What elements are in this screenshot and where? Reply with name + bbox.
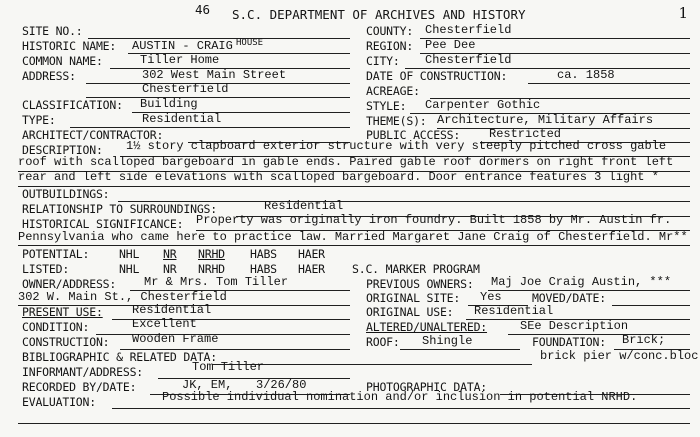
original-site-value: Yes bbox=[480, 290, 502, 304]
potential-habs: HABS bbox=[250, 247, 277, 261]
significance-rule-2 bbox=[18, 245, 690, 246]
historic-name-label: HISTORIC NAME: bbox=[22, 39, 117, 53]
informant-label: INFORMANT/ADDRESS: bbox=[22, 365, 144, 379]
historic-name-value: AUSTIN - CRAIG bbox=[132, 39, 233, 53]
evaluation-label: EVALUATION: bbox=[22, 395, 96, 409]
owner-address-label: OWNER/ADDRESS: bbox=[22, 277, 117, 291]
county-label: COUNTY: bbox=[366, 24, 414, 38]
classification-label: CLASSIFICATION: bbox=[22, 98, 123, 112]
region-label: REGION: bbox=[366, 39, 414, 53]
county-value: Chesterfield bbox=[425, 23, 512, 37]
description-label: DESCRIPTION: bbox=[22, 143, 103, 157]
potential-nr: NR bbox=[163, 247, 177, 261]
roof-line bbox=[400, 349, 520, 350]
listed-nhl: NHL bbox=[119, 262, 140, 276]
condition-label: CONDITION: bbox=[22, 320, 90, 334]
city-value: Chesterfield bbox=[425, 53, 512, 67]
description-line3: rear and left side elevations with scalloped bargeboard. Door entrance features 3 light * bbox=[18, 170, 659, 184]
type-label: TYPE: bbox=[22, 113, 56, 127]
relationship-label: RELATIONSHIP TO SURROUNDINGS: bbox=[22, 202, 217, 216]
altered-unaltered-value: SEe Description bbox=[520, 319, 629, 333]
potential-nrhd: NRHD bbox=[198, 247, 225, 261]
date-of-construction-line bbox=[528, 83, 690, 84]
style-value: Carpenter Gothic bbox=[425, 98, 541, 112]
roof-value: Shingle bbox=[422, 334, 473, 348]
address-label: ADDRESS: bbox=[22, 69, 76, 83]
listed-habs: HABS bbox=[250, 262, 277, 276]
informant-value: Tom Tiller bbox=[192, 360, 265, 374]
site-no-label: SITE NO.: bbox=[22, 24, 83, 38]
historic-name-suffix: HOUSE bbox=[236, 38, 264, 48]
recorded-date-value: 3/26/80 bbox=[256, 378, 307, 392]
foundation-label: FOUNDATION: bbox=[532, 335, 606, 349]
listed-haer: HAER bbox=[298, 262, 325, 276]
date-of-construction-value: ca. 1858 bbox=[557, 68, 615, 82]
public-access-value: Restricted bbox=[489, 127, 562, 141]
foundation-line1-value: Brick; bbox=[622, 333, 666, 347]
original-use-label: ORIGINAL USE: bbox=[366, 305, 454, 319]
significance-line2: Pennsylvania who came here to practice law. Married Margaret Jane Craig of Chesterfield. Mr** bbox=[18, 230, 688, 244]
themes-line bbox=[437, 128, 690, 129]
original-site-label: ORIGINAL SITE: bbox=[366, 291, 461, 305]
owner-line1-value: Mr & Mrs. Tom Tiller bbox=[144, 275, 289, 289]
region-value: Pee Dee bbox=[425, 38, 476, 52]
historical-significance-label: HISTORICAL SIGNIFICANCE: bbox=[22, 217, 184, 231]
recorded-by-value: JK, EM, bbox=[182, 378, 233, 392]
listed-nrhd: NRHD bbox=[198, 262, 225, 276]
acreage-label: ACREAGE: bbox=[366, 84, 420, 98]
classification-value: Building bbox=[140, 97, 198, 111]
type-value: Residential bbox=[142, 112, 222, 126]
moved-date-label: MOVED/DATE: bbox=[532, 291, 606, 305]
bibliographic-label: BIBLIOGRAPHIC & RELATED DATA: bbox=[22, 350, 217, 364]
evaluation-line bbox=[112, 408, 690, 409]
original-use-value: Residential bbox=[474, 304, 554, 318]
construction-value: Wooden Frame bbox=[132, 332, 219, 346]
present-use-value: Residential bbox=[132, 303, 212, 317]
themes-value: Architecture, Military Affairs bbox=[437, 113, 654, 127]
owner-line2-value: 302 W. Main St., Chesterfield bbox=[18, 290, 227, 304]
outbuildings-label: OUTBUILDINGS: bbox=[22, 187, 110, 201]
description-rule-3 bbox=[18, 186, 690, 187]
marker-program-label: S.C. MARKER PROGRAM bbox=[352, 262, 480, 276]
listed-label: LISTED: bbox=[22, 262, 70, 276]
description-line1: 1½ story clapboard exterior structure with very steeply pitched cross gable bbox=[126, 139, 667, 153]
architect-label: ARCHITECT/CONTRACTOR: bbox=[22, 128, 164, 142]
construction-label: CONSTRUCTION: bbox=[22, 335, 110, 349]
foundation-line2-value: brick pier w/conc.bloc bbox=[540, 349, 699, 363]
common-name-value: Tiller Home bbox=[140, 53, 220, 67]
previous-owners-value: Maj Joe Craig Austin, *** bbox=[491, 275, 672, 289]
relationship-value: Residential bbox=[264, 199, 344, 213]
form-title: S.C. DEPARTMENT OF ARCHIVES AND HISTORY bbox=[232, 7, 526, 22]
potential-nhl: NHL bbox=[119, 247, 140, 261]
address-line1-value: 302 West Main Street bbox=[142, 68, 287, 82]
evaluation-value: Possible individual nomination and/or inclusion in potential NRHD. bbox=[162, 390, 638, 404]
style-label: STYLE: bbox=[366, 99, 407, 113]
corner-mark: 1 bbox=[678, 4, 688, 22]
city-label: CITY: bbox=[366, 54, 400, 68]
condition-value: Excellent bbox=[132, 317, 197, 331]
roof-label: ROOF: bbox=[366, 335, 400, 349]
potential-label: POTENTIAL: bbox=[22, 247, 90, 261]
moved-date-line bbox=[612, 305, 690, 306]
listed-nr: NR bbox=[163, 262, 177, 276]
public-access-label: PUBLIC ACCESS: bbox=[366, 128, 461, 142]
themes-label: THEME(S): bbox=[366, 114, 427, 128]
previous-owners-label: PREVIOUS OWNERS: bbox=[366, 277, 474, 291]
present-use-label: PRESENT USE: bbox=[22, 305, 103, 319]
significance-line1: Property was originally iron foundry. Built 1858 by Mr. Austin fr. bbox=[196, 213, 672, 227]
recorded-by-label: RECORDED BY/DATE: bbox=[22, 380, 137, 394]
photographic-data-label: PHOTOGRAPHIC DATA: bbox=[366, 380, 488, 394]
page-number: 46 bbox=[195, 2, 211, 17]
altered-unaltered-label: ALTERED/UNALTERED: bbox=[366, 320, 488, 334]
potential-haer: HAER bbox=[298, 247, 325, 261]
description-line2: roof with scalloped bargeboard in gable ends. Paired gable roof dormers on right front left bbox=[18, 155, 674, 169]
address-line2-value: Chesterfield bbox=[142, 82, 229, 96]
common-name-label: COMMON NAME: bbox=[22, 54, 103, 68]
date-of-construction-label: DATE OF CONSTRUCTION: bbox=[366, 69, 508, 83]
address-line-2 bbox=[86, 97, 350, 98]
evaluation-line-2 bbox=[18, 423, 690, 424]
